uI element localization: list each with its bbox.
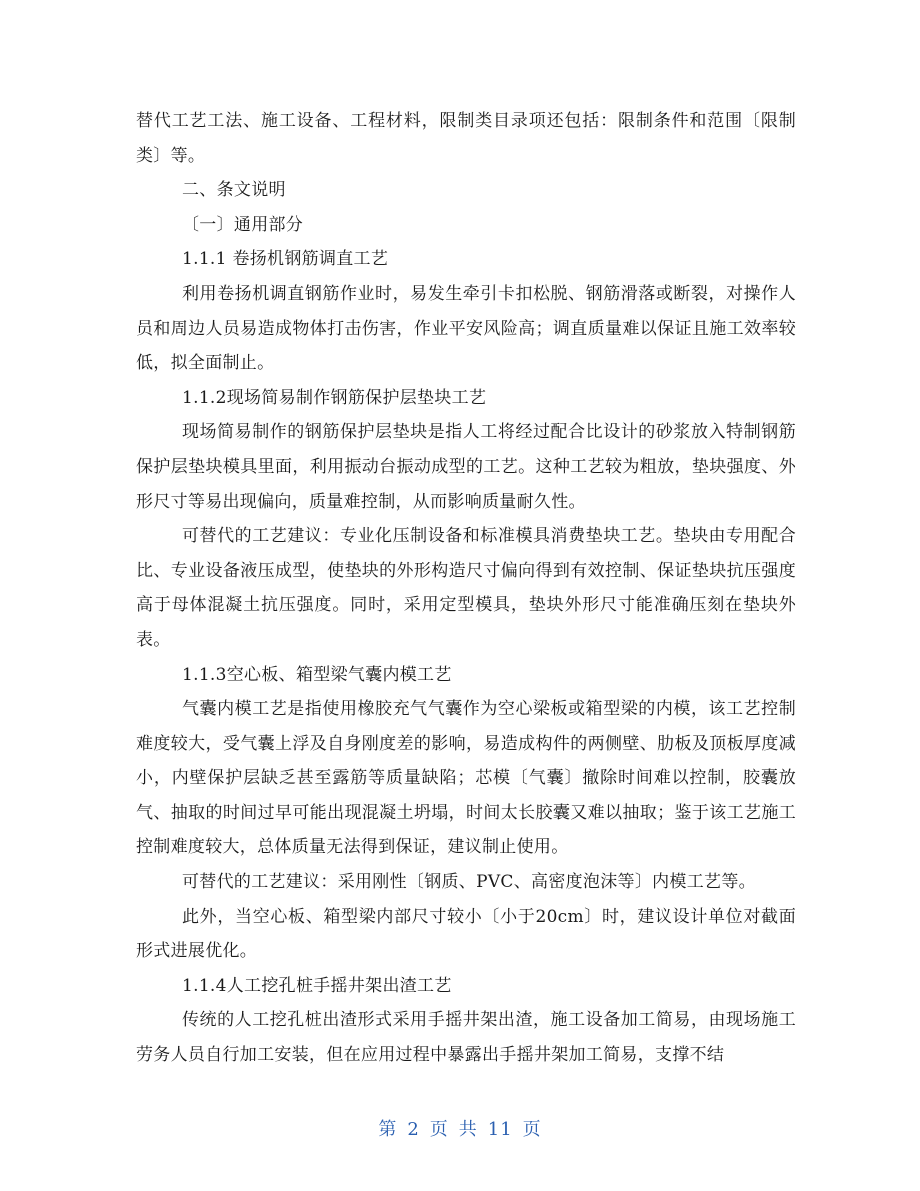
footer-word: 共 bbox=[458, 1119, 478, 1140]
page-footer bbox=[0, 1115, 920, 1141]
footer-word: 页 bbox=[522, 1119, 542, 1140]
paragraph: 现场简易制作的钢筋保护层垫块是指人工将经过配合比设计的砂浆放入特制钢筋保护层垫块模具里面，利用振动台振动成型的工艺。这种工艺较为粗放，垫块强度、外形尺寸等易出现偏向，质量难控制，从而影响质量耐久性。 bbox=[136, 422, 796, 512]
paragraph: 可替代的工艺建议：专业化压制设备和标准模具消费垫块工艺。垫块由专用配合比、专业设备液压成型，使垫块的外形构造尺寸偏向得到有效控制、保证垫块抗压强度高于母体混凝土抗压强度。同时，采用定型模具，垫块外形尺寸能准确压刻在垫块外表。 bbox=[136, 526, 796, 650]
item-heading: 1.1.3空心板、箱型梁气囊内模工艺 bbox=[182, 664, 452, 685]
current-page-number: 2 bbox=[407, 1119, 420, 1140]
paragraph: 气囊内模工艺是指使用橡胶充气气囊作为空心梁板或箱型梁的内模，该工艺控制难度较大，受气囊上浮及自身刚度差的影响，易造成构件的两侧壁、肋板及顶板厚度减小，内壁保护层缺乏甚至露筋等质量缺陷；芯模〔气囊〕撤除时间难以控制，胶囊放气、抽取的时间过早可能出现混凝土坍塌，时间太长胶囊又难以抽取；鉴于该工艺施工控制难度较大，总体质量无法得到保证，建议制止使用。 bbox=[136, 699, 796, 858]
item-heading: 1.1.1 卷扬机钢筋调直工艺 bbox=[182, 249, 389, 270]
footer-word: 第 bbox=[378, 1119, 398, 1140]
item-heading: 1.1.4人工挖孔桩手摇井架出渣工艺 bbox=[182, 975, 452, 996]
section-heading: 二、条文说明 bbox=[182, 180, 286, 201]
item-heading: 1.1.2现场简易制作钢筋保护层垫块工艺 bbox=[182, 387, 487, 408]
paragraph: 利用卷扬机调直钢筋作业时，易发生牵引卡扣松脱、钢筋滑落或断裂，对操作人员和周边人员易造成物体打击伤害，作业平安风险高；调直质量难以保证且施工效率较低，拟全面制止。 bbox=[136, 283, 796, 374]
paragraph: 传统的人工挖孔桩出渣形式采用手摇井架出渣，施工设备加工简易，由现场施工劳务人员自行加工安装，但在应用过程中暴露出手摇井架加工简易，支撑不结 bbox=[136, 1010, 796, 1066]
document-body bbox=[136, 104, 796, 1073]
paragraph: 替代工艺工法、施工设备、工程材料，限制类目录项还包括：限制条件和范围〔限制类〕等。 bbox=[136, 111, 796, 166]
total-page-count: 11 bbox=[487, 1119, 513, 1140]
paragraph: 此外，当空心板、箱型梁内部尺寸较小〔小于20cm〕时，建议设计单位对截面形式进展优化。 bbox=[136, 906, 796, 962]
subsection-heading: 〔一〕通用部分 bbox=[182, 214, 304, 235]
footer-word: 页 bbox=[429, 1119, 449, 1140]
paragraph: 可替代的工艺建议：采用刚性〔钢质、PVC、高密度泡沫等〕内模工艺等。 bbox=[182, 872, 756, 893]
